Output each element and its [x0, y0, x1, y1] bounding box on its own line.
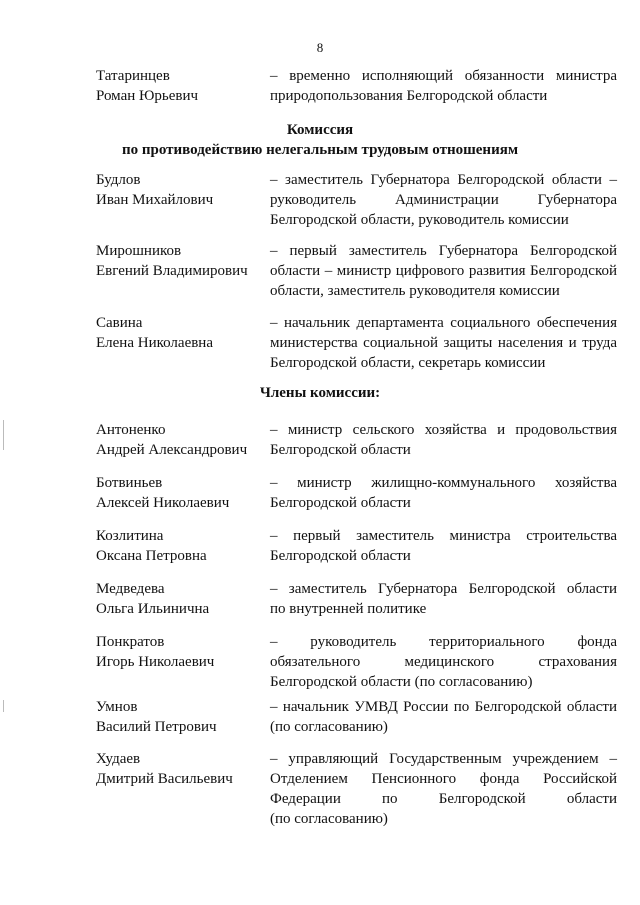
members-heading: Члены комиссии:: [259, 385, 381, 401]
role-description: [270, 313, 617, 373]
surname: Ботвиньев: [96, 475, 163, 491]
role-line: обязательного медицинского страхования: [270, 654, 617, 670]
surname: Мирошников: [96, 243, 182, 259]
role-line: Белгородской области: [270, 548, 411, 564]
person-name: [96, 749, 271, 789]
surname: Татаринцев: [96, 68, 170, 84]
surname: Антоненко: [96, 422, 166, 438]
given-name: Алексей Николаевич: [96, 495, 230, 511]
role-description: [270, 473, 617, 513]
page-number: 8: [316, 40, 324, 55]
commission-subtitle: по противодействию нелегальным трудовым отношениям: [121, 142, 519, 158]
surname: Медведева: [96, 581, 165, 597]
scan-margin-mark: [3, 420, 4, 450]
scan-margin-mark: [3, 700, 4, 712]
role-line: – временно исполняющий обязанности министра: [270, 68, 617, 84]
person-name: [96, 66, 271, 106]
given-name: Оксана Петровна: [96, 548, 207, 564]
role-description: [270, 170, 617, 230]
person-name: [96, 170, 271, 210]
surname: Худаев: [96, 751, 141, 767]
given-name: Ольга Ильинична: [96, 601, 210, 617]
role-line: – министр жилищно-коммунального хозяйства: [270, 475, 617, 491]
surname: Понкратов: [96, 634, 165, 650]
role-description: [270, 241, 617, 301]
role-line: – начальник УМВД России по Белгородской области: [270, 699, 617, 715]
role-line: по внутренней политике: [270, 601, 427, 617]
role-description: [270, 579, 617, 619]
role-line: – руководитель территориального фонда: [270, 634, 617, 650]
role-line: – министр сельского хозяйства и продовольствия: [270, 422, 617, 438]
role-line: Белгородской области: [270, 495, 411, 511]
role-line: – заместитель Губернатора Белгородской области: [270, 581, 617, 597]
role-line: Отделением Пенсионного фонда Российской: [270, 771, 617, 787]
role-line: области, заместитель руководителя комиссии: [270, 283, 560, 299]
given-name: Евгений Владимирович: [96, 263, 248, 279]
given-name: Иван Михайлович: [96, 192, 214, 208]
role-description: [270, 749, 617, 829]
surname: Умнов: [96, 699, 138, 715]
role-line: – управляющий Государственным учреждением –: [270, 751, 617, 767]
person-name: [96, 632, 271, 672]
role-line: Федерации по Белгородской области: [270, 791, 617, 807]
role-description: [270, 66, 617, 106]
surname: Савина: [96, 315, 143, 331]
person-name: [96, 579, 271, 619]
role-line: области – министр цифрового развития Белгородской: [270, 263, 617, 279]
role-description: [270, 526, 617, 566]
role-description: [270, 632, 617, 692]
role-line: – начальник департамента социального обеспечения: [270, 315, 617, 331]
role-line: (по согласованию): [270, 811, 388, 827]
commission-heading: [0, 120, 640, 160]
role-line: (по согласованию): [270, 719, 388, 735]
role-line: министерства социальной защиты населения и труда: [270, 335, 617, 351]
person-name: [96, 697, 271, 737]
commission-title: Комиссия: [286, 122, 354, 138]
given-name: Елена Николаевна: [96, 335, 213, 351]
role-line: руководитель Администрации Губернатора: [270, 192, 617, 208]
given-name: Дмитрий Васильевич: [96, 771, 233, 787]
person-name: [96, 473, 271, 513]
given-name: Роман Юрьевич: [96, 88, 199, 104]
role-line: – первый заместитель Губернатора Белгородской: [270, 243, 617, 259]
person-name: [96, 420, 271, 460]
role-line: – первый заместитель министра строительства: [270, 528, 617, 544]
surname: Будлов: [96, 172, 141, 188]
person-name: [96, 526, 271, 566]
person-name: [96, 241, 271, 281]
surname: Козлитина: [96, 528, 164, 544]
role-description: [270, 697, 617, 737]
given-name: Василий Петрович: [96, 719, 217, 735]
person-name: [96, 313, 271, 353]
given-name: Игорь Николаевич: [96, 654, 215, 670]
role-description: [270, 420, 617, 460]
role-line: природопользования Белгородской области: [270, 88, 548, 104]
given-name: Андрей Александрович: [96, 442, 248, 458]
role-line: Белгородской области: [270, 442, 411, 458]
role-line: Белгородской области (по согласованию): [270, 674, 533, 690]
role-line: Белгородской области, руководитель комиссии: [270, 212, 569, 228]
role-line: Белгородской области, секретарь комиссии: [270, 355, 546, 371]
role-line: – заместитель Губернатора Белгородской области –: [270, 172, 617, 188]
